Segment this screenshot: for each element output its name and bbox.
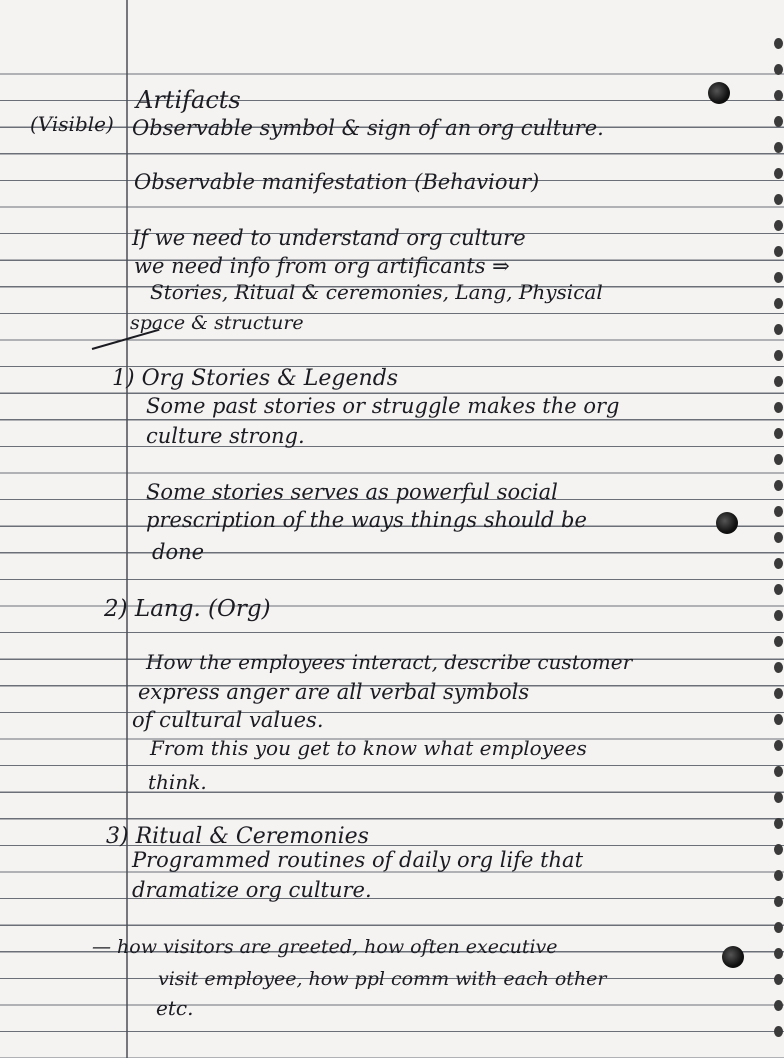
- note-line: of cultural values.: [132, 708, 324, 732]
- note-line: Programmed routines of daily org life that: [132, 848, 584, 872]
- section-heading: 3) Ritual & Ceremonies: [106, 824, 369, 849]
- note-line: space & structure: [130, 312, 304, 334]
- margin-line: [126, 0, 128, 1058]
- note-line: Observable symbol & sign of an org culture.: [132, 116, 604, 140]
- note-line: How the employees interact, describe customer: [146, 650, 633, 674]
- note-line: done: [152, 540, 205, 564]
- section-heading: 2) Lang. (Org): [104, 596, 271, 622]
- artifacts-heading: Artifacts: [136, 86, 241, 114]
- note-line: express anger are all verbal symbols: [138, 680, 530, 704]
- note-line: etc.: [156, 996, 194, 1020]
- ink-blot-icon: [722, 946, 744, 968]
- note-line: — how visitors are greeted, how often executive: [92, 936, 558, 958]
- spiral-binding: [770, 0, 784, 1058]
- ink-blot-icon: [716, 512, 738, 534]
- note-line: visit employee, how ppl comm with each other: [158, 968, 607, 990]
- note-line: Some stories serves as powerful social: [146, 480, 558, 504]
- note-line: If we need to understand org culture: [132, 226, 526, 250]
- section-heading: 1) Org Stories & Legends: [112, 366, 399, 391]
- note-line: think.: [148, 770, 207, 794]
- ink-blot-icon: [708, 82, 730, 104]
- note-line: Some past stories or struggle makes the org: [146, 394, 620, 418]
- note-line: we need info from org artificants ⇒: [134, 254, 510, 278]
- note-line: From this you get to know what employees: [150, 736, 587, 760]
- note-line: Observable manifestation (Behaviour): [134, 170, 540, 194]
- side-label: (Visible): [30, 112, 114, 136]
- note-line: dramatize org culture.: [132, 878, 372, 902]
- note-line: prescription of the ways things should be: [146, 508, 587, 532]
- note-line: culture strong.: [146, 424, 305, 448]
- note-line: Stories, Ritual & ceremonies, Lang, Physical: [150, 280, 603, 304]
